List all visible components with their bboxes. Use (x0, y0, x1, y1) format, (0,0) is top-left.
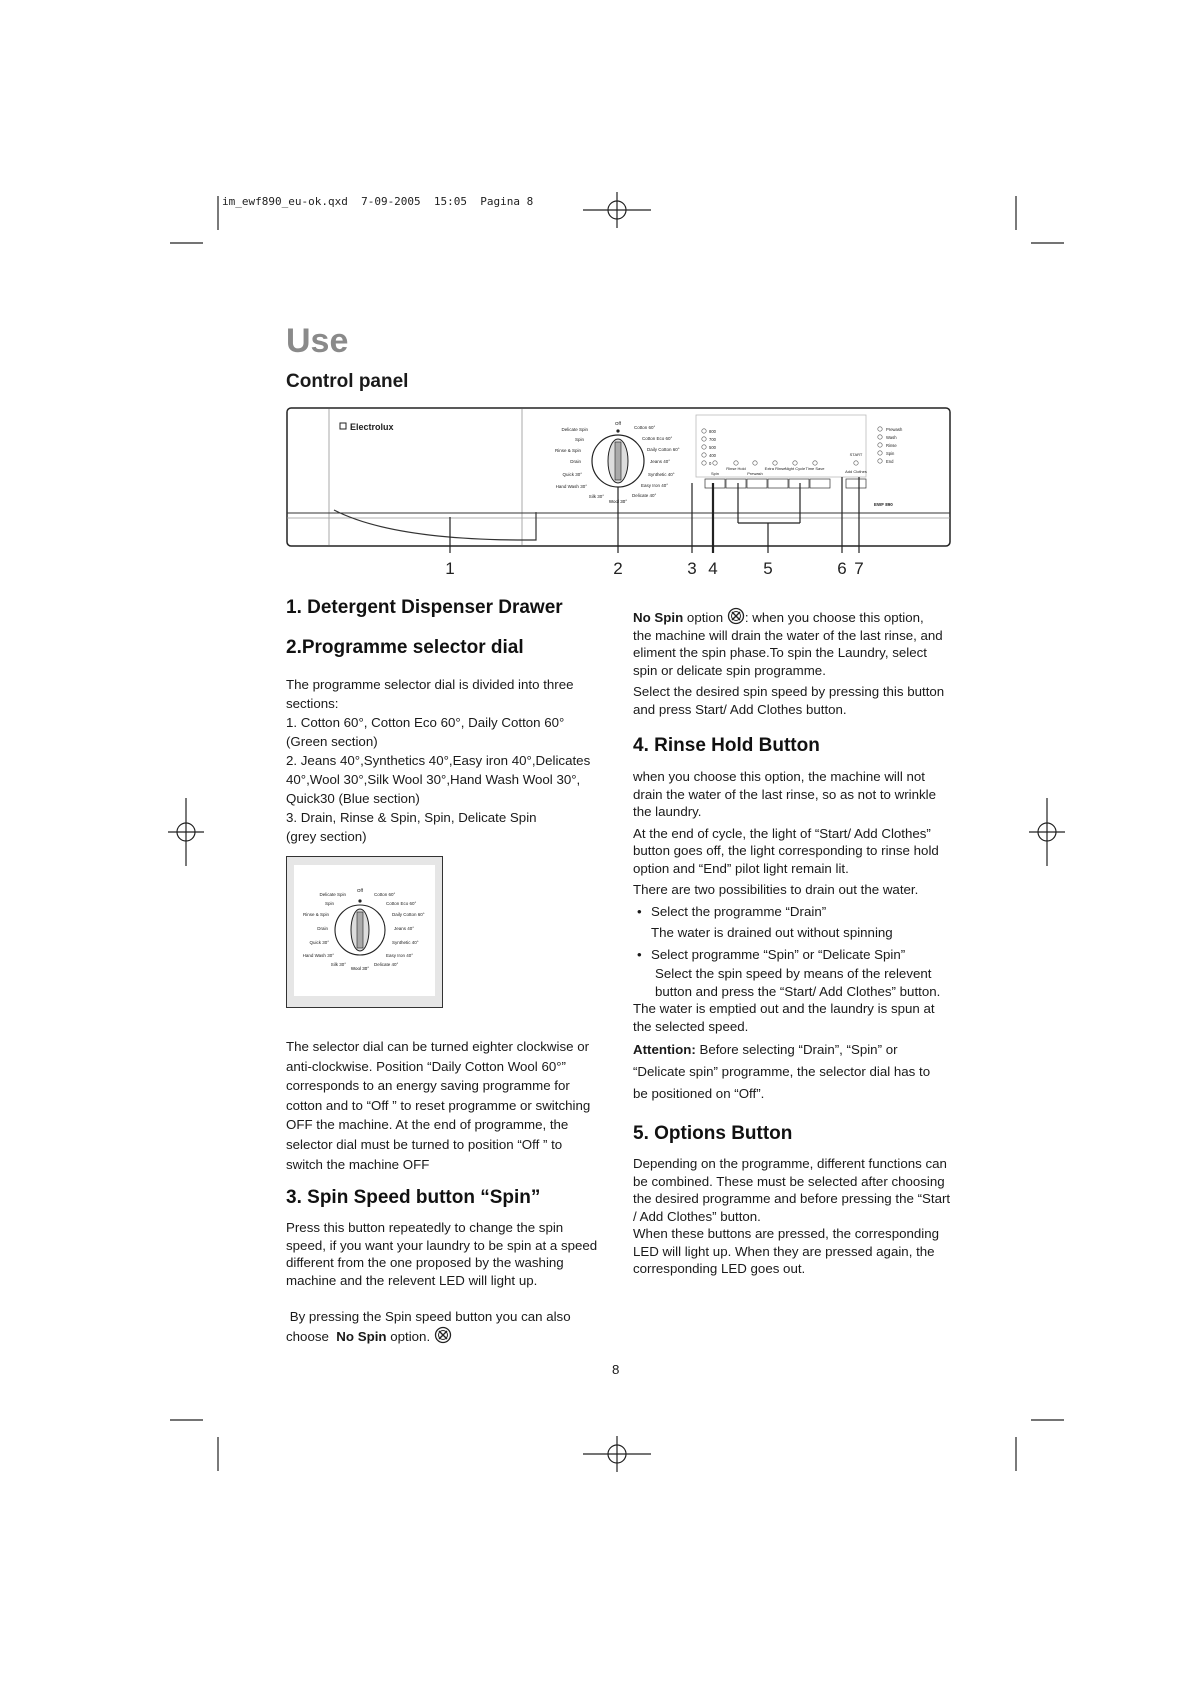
panel-dial-right-2: Cotton Eco 60° (642, 436, 673, 441)
panel-speed-5: 0 (709, 461, 712, 466)
no-spin-option-text: No Spin option : when you choose this option, the machine will drain the water of the last rinse, and eliment the spin phase.To spin the Laundry, select spin or delicate spin programme. Select the desired spin speed by pressing this button and press Start/ Add Clothes button. (633, 607, 963, 718)
callout-4: 4 (708, 559, 718, 578)
panel-phase-rinse: Rinse (886, 443, 897, 448)
no-spin-icon (727, 607, 745, 625)
detail-dial-left-1: Delicate Spin (319, 892, 346, 897)
panel-dial-left-6: Hand Wash 30° (555, 484, 587, 489)
page-number: 8 (612, 1362, 620, 1377)
section-3-number: 3. (286, 1187, 302, 1208)
section-4-heading (633, 735, 820, 757)
panel-dial-left-7: Silk 30° (588, 494, 604, 499)
panel-phase-end: End (886, 459, 894, 464)
panel-button-label-spin: Spin (710, 471, 720, 476)
panel-phase-wash: Wash (886, 435, 897, 440)
section-1-title: Detergent Dispenser Drawer (307, 597, 563, 618)
panel-button-label-prewash: Prewash (747, 471, 763, 476)
detail-dial-right-6: Easy Iron 40° (386, 953, 414, 958)
detail-dial-right-7: Delicate 40° (374, 962, 399, 967)
selector-dial-illustration (286, 856, 443, 1008)
panel-start-label: START (849, 452, 863, 457)
panel-dial-left-3: Rinse & Spin (554, 448, 581, 453)
section-4-title: Rinse Hold Button (654, 735, 820, 756)
detail-dial-left-4: Drain (317, 926, 328, 931)
section-3-text: Press this button repeatedly to change the spin speed, if you want your laundry to be spin at a speed different from the one proposed by the washing machine and the relevent LED will light up. (286, 1220, 598, 1288)
panel-dial-right-3: Daily Cotton 60° (647, 447, 680, 452)
panel-button-label-night-cycle: Night Cycle (784, 466, 806, 471)
callout-7: 7 (854, 559, 864, 578)
section-2-heading: 2.Programme selector dial (286, 637, 524, 658)
callout-5: 5 (763, 559, 773, 578)
panel-speed-3: 500 (709, 445, 716, 450)
detail-dial-left-3: Rinse & Spin (302, 912, 329, 917)
panel-dial-right-5: Synthetic 40° (648, 472, 675, 477)
panel-button-label-rinse-hold: Rinse Hold (726, 466, 746, 471)
panel-model: EWF 890 (874, 502, 893, 507)
callout-1: 1 (445, 559, 455, 578)
detail-dial-right-5: Synthetic 40° (392, 940, 419, 945)
callout-3: 3 (687, 559, 697, 578)
panel-speed-4: 400 (709, 453, 716, 458)
section-5-heading (633, 1123, 792, 1145)
detail-dial-bottom: Wool 30° (350, 966, 370, 971)
panel-dial-left-4: Drain (570, 459, 581, 464)
panel-dial-right-1: Cotton 60° (634, 425, 656, 430)
section-5-number: 5. (633, 1123, 649, 1144)
section-5-title: Options Button (654, 1123, 793, 1144)
panel-dial-bottom: Wool 30° (608, 499, 628, 504)
panel-button-label-extra-rinse: Extra Rinse (764, 466, 786, 471)
panel-phase-spin: Spin (886, 451, 895, 456)
panel-dial-top: Off (615, 421, 621, 426)
panel-phase-prewash: Prewash (886, 427, 903, 432)
detail-dial-left-6: Hand Wash 30° (302, 953, 334, 958)
callout-6: 6 (837, 559, 847, 578)
callout-2: 2 (613, 559, 623, 578)
detail-dial-right-4: Jeans 40° (394, 926, 415, 931)
panel-dial-right-4: Jeans 40° (650, 459, 671, 464)
section-4-text: when you choose this option, the machine will not drain the water of the last rinse, so as not to wrinkle the laundry. At the end of cycle, the light of “Start/ Add Clothes” button goes off, the light corresponding to rinse hold option and “End” pilot light remain lit. There are two possibilities to drain out the water. • Select the programme “Drain” The water is drained out without spinning • Select programme “Spin” or “Delicate Spin” Select the spin speed by means of the relevent button and press the “Start/ Add Clothes” button. The water is emptied out and the laundry is spun at the selected speed. Attention: Before selecting “Drain”, “Spin” or “Delicate spin” programme, the selector dial has to be positioned on “Off”. (633, 768, 973, 1105)
detail-dial-right-3: Daily Cotton 60° (392, 912, 425, 917)
section-4-number: 4. (633, 735, 649, 756)
section-5-text: Depending on the programme, different functions can be combined. These must be selected after choosing the desired programme and before pressing the “Start / Add Clothes” button. When these buttons are pressed, the corresponding LED will light up. When they are pressed again, the corresponding LED goes out. (633, 1156, 951, 1276)
section-3-title: Spin Speed button “Spin” (307, 1187, 541, 1208)
panel-dial-left-2: Spin (574, 437, 584, 442)
page-title: Use (286, 322, 349, 360)
panel-button-label-time-save: Time Save (805, 466, 825, 471)
detail-dial-right-2: Cotton Eco 60° (386, 901, 417, 906)
detail-dial-top: Off (357, 888, 363, 893)
control-panel-diagram (284, 405, 954, 581)
file-slug: im_ewf890_eu-ok.qxd 7-09-2005 15:05 Pagina 8 (222, 195, 534, 208)
section-3-note: By pressing the Spin speed button you can also choose No Spin option. (286, 1309, 571, 1344)
panel-dial-left-5: Quick 30° (562, 472, 582, 477)
no-spin-icon (434, 1326, 452, 1344)
detail-dial-right-1: Cotton 60° (374, 892, 396, 897)
section-1-number: 1. (286, 597, 302, 618)
panel-dial-left-1: Delicate Spin (561, 427, 588, 432)
panel-speed-2: 700 (709, 437, 716, 442)
section-2-text: The programme selector dial is divided into three sections: 1. Cotton 60°, Cotton Eco 60°, Daily Cotton 60° (Green section) 2. Jeans 40°,Synthetics 40°,Easy iron 40°,Delicates 40°,Wool 30°,Silk Wool 30°,Hand Wash Wool 30°, Quick30 (Blue section) 3. Drain, Rinse & Spin, Spin, Delicate Spin (grey section) (286, 677, 591, 844)
section-subtitle: Control panel (286, 371, 409, 392)
panel-dial-right-7: Delicate 40° (632, 493, 657, 498)
detail-dial-left-5: Quick 30° (309, 940, 329, 945)
section-3-heading (286, 1187, 540, 1209)
panel-speed-1: 800 (709, 429, 716, 434)
detail-dial-left-7: Silk 30° (330, 962, 346, 967)
section-2-after-text: The selector dial can be turned eighter clockwise or anti-clockwise. Position “Daily Cotton Wool 60°” corresponds to an energy saving programme for cotton and to “Off ” to reset programme or switching OFF the machine. At the end of programme, the selector dial must be turned to position “Off ” to switch the machine OFF (286, 1039, 591, 1172)
detail-dial-left-2: Spin (324, 901, 334, 906)
panel-start-button-label: Add Clothes (845, 469, 867, 474)
section-1-heading (286, 597, 563, 619)
brand-logo: Electrolux (350, 422, 394, 432)
panel-dial-right-6: Easy Iron 40° (641, 483, 669, 488)
